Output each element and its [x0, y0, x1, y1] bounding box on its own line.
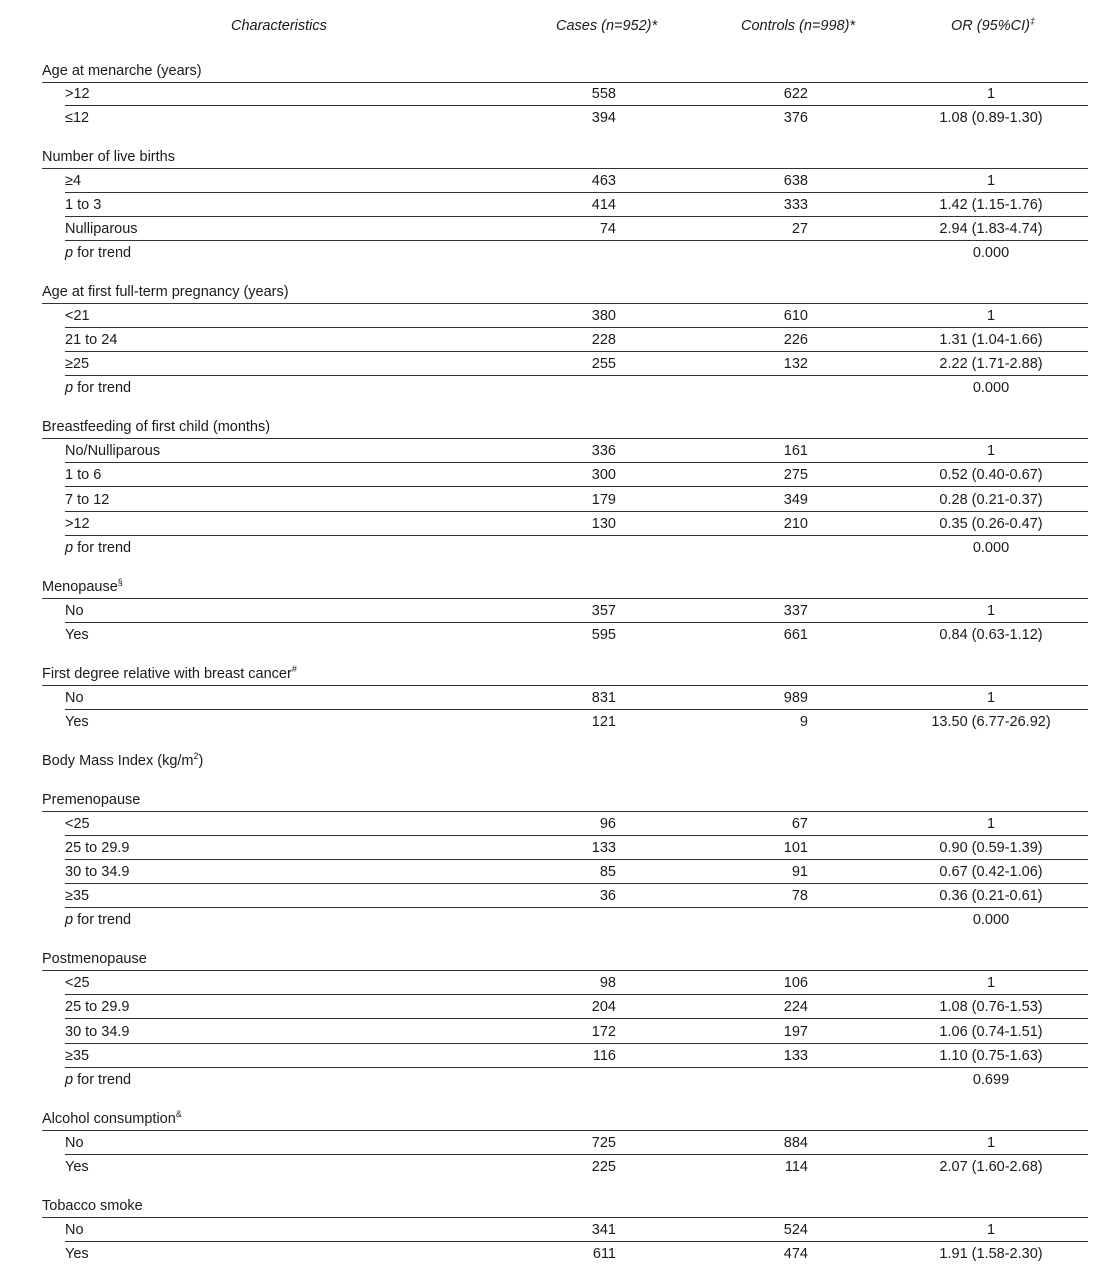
label-text: Menopause [42, 579, 118, 595]
table-row [0, 512, 1109, 536]
label-text: 1 to 6 [65, 467, 102, 483]
row-label [65, 380, 131, 396]
row-label [65, 110, 89, 126]
or-cell: 1 [986, 443, 996, 459]
or-cell: 1.91 (1.58-2.30) [939, 1246, 1043, 1262]
cases-cell: 228 [591, 332, 616, 348]
table-row [0, 193, 1109, 217]
row-label [65, 864, 130, 880]
cases-cell: 121 [591, 714, 616, 730]
table-row [0, 812, 1109, 836]
row-label [65, 173, 81, 189]
header-controls: Controls (n=998)* [741, 18, 856, 34]
or-cell: 2.22 (1.71-2.88) [939, 356, 1043, 372]
row-label [65, 1246, 89, 1262]
controls-cell: 884 [783, 1135, 808, 1151]
label-tail: ) [198, 753, 204, 769]
trend-row [0, 1068, 1109, 1092]
row-label [65, 714, 89, 730]
or-cell: 1.42 (1.15-1.76) [939, 197, 1043, 213]
row-label [65, 308, 90, 324]
cases-cell: 341 [591, 1222, 616, 1238]
table-row [0, 106, 1109, 130]
or-cell: 0.000 [972, 540, 1010, 556]
row-label [65, 627, 89, 643]
row-label [65, 1048, 89, 1064]
controls-cell: 78 [791, 888, 808, 904]
label-text: Body Mass Index (kg/m [42, 753, 194, 769]
controls-cell: 9 [799, 714, 808, 730]
cases-cell: 380 [591, 308, 616, 324]
row-label [65, 443, 160, 459]
cases-cell: 558 [591, 86, 616, 102]
controls-cell: 349 [783, 492, 808, 508]
section-header-row [0, 59, 1109, 83]
section-header-row [0, 1107, 1109, 1131]
or-cell: 0.000 [972, 380, 1010, 396]
controls-cell: 224 [783, 999, 808, 1015]
controls-cell: 210 [783, 516, 808, 532]
cases-cell: 179 [591, 492, 616, 508]
cases-cell: 611 [592, 1246, 616, 1262]
section-label [42, 792, 140, 808]
row-label [65, 1072, 131, 1088]
controls-cell: 474 [783, 1246, 808, 1262]
section-label [42, 149, 175, 165]
label-text: No [65, 1135, 84, 1151]
trend-label-text: for trend [73, 540, 132, 556]
row-label [65, 245, 131, 261]
controls-cell: 622 [783, 86, 808, 102]
controls-cell: 27 [791, 221, 808, 237]
footnote-mark: § [117, 577, 123, 588]
row-divider [65, 1018, 1088, 1019]
row-label [65, 492, 109, 508]
row-label [65, 690, 84, 706]
label-text: >12 [65, 86, 90, 102]
footnote-mark: 2 [193, 751, 199, 762]
controls-cell: 226 [783, 332, 808, 348]
cases-cell: 357 [591, 603, 616, 619]
label-text: <25 [65, 816, 90, 832]
section-header-row [0, 749, 1109, 773]
label-text: Number of live births [42, 149, 175, 165]
table-row [0, 82, 1109, 106]
row-divider [65, 486, 1088, 487]
table-row [0, 1131, 1109, 1155]
section-label [42, 284, 289, 300]
cases-cell: 725 [591, 1135, 616, 1151]
row-label [65, 1024, 130, 1040]
controls-cell: 376 [783, 110, 808, 126]
controls-cell: 132 [783, 356, 808, 372]
label-text: No [65, 1222, 84, 1238]
section-label [42, 579, 123, 595]
cases-cell: 204 [591, 999, 616, 1015]
trend-p-label: p [65, 380, 74, 396]
label-text: First degree relative with breast cancer [42, 666, 292, 682]
cases-cell: 116 [592, 1048, 616, 1064]
trend-row [0, 376, 1109, 400]
or-cell: 0.000 [972, 245, 1010, 261]
label-text: No [65, 603, 84, 619]
section-header-row [0, 947, 1109, 971]
row-label [65, 1222, 84, 1238]
trend-row [0, 908, 1109, 932]
section-label [42, 951, 147, 967]
label-text: ≥25 [65, 356, 90, 372]
label-text: <21 [65, 308, 90, 324]
label-text: Premenopause [42, 792, 141, 808]
header-cases: Cases (n=952)* [556, 18, 658, 34]
or-cell: 1 [986, 603, 996, 619]
table-row [0, 971, 1109, 995]
label-text: ≥4 [65, 173, 82, 189]
table-row [0, 710, 1109, 734]
controls-cell: 638 [783, 173, 808, 189]
label-text: <25 [65, 975, 90, 991]
trend-label-text: for trend [73, 245, 132, 261]
section-label [42, 753, 203, 769]
controls-cell: 337 [783, 603, 808, 619]
table-row [0, 836, 1109, 860]
cases-cell: 300 [591, 467, 616, 483]
trend-p-label: p [65, 245, 74, 261]
label-text: ≤12 [65, 110, 90, 126]
trend-label-text: for trend [73, 1072, 132, 1088]
label-text: 1 to 3 [65, 197, 102, 213]
controls-cell: 101 [783, 840, 808, 856]
row-label [65, 540, 131, 556]
controls-cell: 133 [783, 1048, 808, 1064]
or-cell: 1 [986, 308, 996, 324]
controls-cell: 106 [783, 975, 808, 991]
cases-cell: 831 [591, 690, 616, 706]
or-cell: 0.699 [972, 1072, 1010, 1088]
section-label [42, 419, 270, 435]
section-label [42, 666, 297, 682]
cases-cell: 336 [591, 443, 616, 459]
or-cell: 1 [986, 173, 996, 189]
row-label [65, 332, 117, 348]
cases-cell: 394 [591, 110, 616, 126]
label-text: Tobacco smoke [42, 1198, 143, 1214]
label-text: ≥35 [65, 888, 90, 904]
trend-p-label: p [65, 540, 74, 556]
table-row [0, 463, 1109, 487]
row-label [65, 86, 90, 102]
label-text: Alcohol consumption [42, 1111, 176, 1127]
table-row [0, 1044, 1109, 1068]
row-label [65, 999, 130, 1015]
or-cell: 1 [986, 1222, 996, 1238]
section-label [42, 1198, 143, 1214]
or-cell: 1.06 (0.74-1.51) [939, 1024, 1043, 1040]
label-text: No [65, 690, 84, 706]
or-cell: 0.28 (0.21-0.37) [939, 492, 1043, 508]
or-cell: 0.35 (0.26-0.47) [939, 516, 1043, 532]
controls-cell: 524 [783, 1222, 808, 1238]
label-text: Postmenopause [42, 951, 147, 967]
or-cell: 1.08 (0.76-1.53) [939, 999, 1043, 1015]
label-text: >12 [65, 516, 90, 532]
label-text: Yes [65, 714, 89, 730]
header-or-footnote-mark: ‡ [1029, 16, 1035, 27]
trend-label-text: for trend [73, 912, 132, 928]
or-cell: 2.94 (1.83-4.74) [939, 221, 1043, 237]
label-text: No/Nulliparous [65, 443, 161, 459]
cases-cell: 85 [599, 864, 616, 880]
controls-cell: 661 [783, 627, 808, 643]
controls-cell: 989 [783, 690, 808, 706]
controls-cell: 91 [791, 864, 808, 880]
table-row [0, 686, 1109, 710]
trend-p-label: p [65, 912, 74, 928]
or-cell: 1 [986, 816, 996, 832]
or-cell: 0.67 (0.42-1.06) [939, 864, 1043, 880]
row-label [65, 221, 138, 237]
controls-cell: 275 [783, 467, 808, 483]
row-label [65, 197, 101, 213]
label-text: Yes [65, 1159, 89, 1175]
cases-cell: 74 [599, 221, 616, 237]
section-header-row [0, 575, 1109, 599]
row-label [65, 1135, 84, 1151]
label-text: 25 to 29.9 [65, 999, 130, 1015]
or-cell: 0.52 (0.40-0.67) [939, 467, 1043, 483]
row-label [65, 516, 90, 532]
cases-cell: 463 [591, 173, 616, 189]
row-label [65, 975, 90, 991]
controls-cell: 114 [784, 1159, 808, 1175]
trend-row [0, 536, 1109, 560]
label-text: ≥35 [65, 1048, 90, 1064]
controls-cell: 197 [783, 1024, 808, 1040]
table-row [0, 1155, 1109, 1179]
label-text: Age at menarche (years) [42, 63, 202, 79]
controls-cell: 161 [783, 443, 808, 459]
section-header-row [0, 788, 1109, 812]
table-row [0, 1020, 1109, 1044]
section-header-row [0, 1194, 1109, 1218]
section-header-row [0, 662, 1109, 686]
trend-label-text: for trend [73, 380, 132, 396]
table-row [0, 623, 1109, 647]
label-text: 30 to 34.9 [65, 1024, 130, 1040]
label-text: Yes [65, 627, 89, 643]
row-label [65, 912, 131, 928]
or-cell: 13.50 (6.77-26.92) [931, 714, 1051, 730]
or-cell: 1.08 (0.89-1.30) [939, 110, 1043, 126]
section-label [42, 63, 202, 79]
or-cell: 0.000 [972, 912, 1010, 928]
table-row [0, 352, 1109, 376]
row-label [65, 356, 89, 372]
table-row [0, 1242, 1109, 1266]
or-cell: 1.10 (0.75-1.63) [939, 1048, 1043, 1064]
section-header-row [0, 280, 1109, 304]
table-row [0, 439, 1109, 463]
or-cell: 1 [986, 1135, 996, 1151]
trend-row [0, 241, 1109, 265]
cases-cell: 414 [591, 197, 616, 213]
cases-cell: 595 [591, 627, 616, 643]
cases-cell: 130 [591, 516, 616, 532]
table-row [0, 217, 1109, 241]
row-label [65, 603, 84, 619]
or-cell: 1.31 (1.04-1.66) [939, 332, 1043, 348]
label-text: 30 to 34.9 [65, 864, 130, 880]
row-label [65, 888, 89, 904]
cases-cell: 172 [591, 1024, 616, 1040]
table-row [0, 884, 1109, 908]
table-row [0, 169, 1109, 193]
controls-cell: 333 [783, 197, 808, 213]
cases-cell: 98 [599, 975, 616, 991]
header-characteristics: Characteristics [231, 18, 327, 34]
controls-cell: 610 [783, 308, 808, 324]
section-header-row [0, 145, 1109, 169]
label-text: 25 to 29.9 [65, 840, 130, 856]
row-label [65, 1159, 89, 1175]
footnote-mark: # [291, 664, 297, 675]
cases-cell: 225 [591, 1159, 616, 1175]
table-row [0, 328, 1109, 352]
cases-cell: 96 [599, 816, 616, 832]
table-row [0, 1218, 1109, 1242]
label-text: Yes [65, 1246, 89, 1262]
header-or [951, 18, 1035, 34]
table-row [0, 488, 1109, 512]
section-header-row [0, 415, 1109, 439]
or-cell: 1 [986, 86, 996, 102]
table-row [0, 860, 1109, 884]
label-text: 7 to 12 [65, 492, 110, 508]
or-cell: 0.84 (0.63-1.12) [939, 627, 1043, 643]
cases-cell: 36 [599, 888, 616, 904]
table-row [0, 995, 1109, 1019]
label-text: Age at first full-term pregnancy (years) [42, 284, 289, 300]
table-row [0, 599, 1109, 623]
header-or-label: OR (95%CI) [951, 18, 1030, 34]
trend-p-label: p [65, 1072, 74, 1088]
label-text: Nulliparous [65, 221, 138, 237]
controls-cell: 67 [791, 816, 808, 832]
cases-cell: 133 [591, 840, 616, 856]
or-cell: 1 [986, 975, 996, 991]
footnote-mark: & [175, 1109, 182, 1120]
label-text: Breastfeeding of first child (months) [42, 419, 271, 435]
row-label [65, 816, 90, 832]
section-label [42, 1111, 182, 1127]
row-label [65, 467, 101, 483]
or-cell: 1 [986, 690, 996, 706]
row-label [65, 840, 130, 856]
cases-cell: 255 [591, 356, 616, 372]
or-cell: 0.36 (0.21-0.61) [939, 888, 1043, 904]
or-cell: 0.90 (0.59-1.39) [939, 840, 1043, 856]
table-row [0, 304, 1109, 328]
or-cell: 2.07 (1.60-2.68) [939, 1159, 1043, 1175]
label-text: 21 to 24 [65, 332, 118, 348]
